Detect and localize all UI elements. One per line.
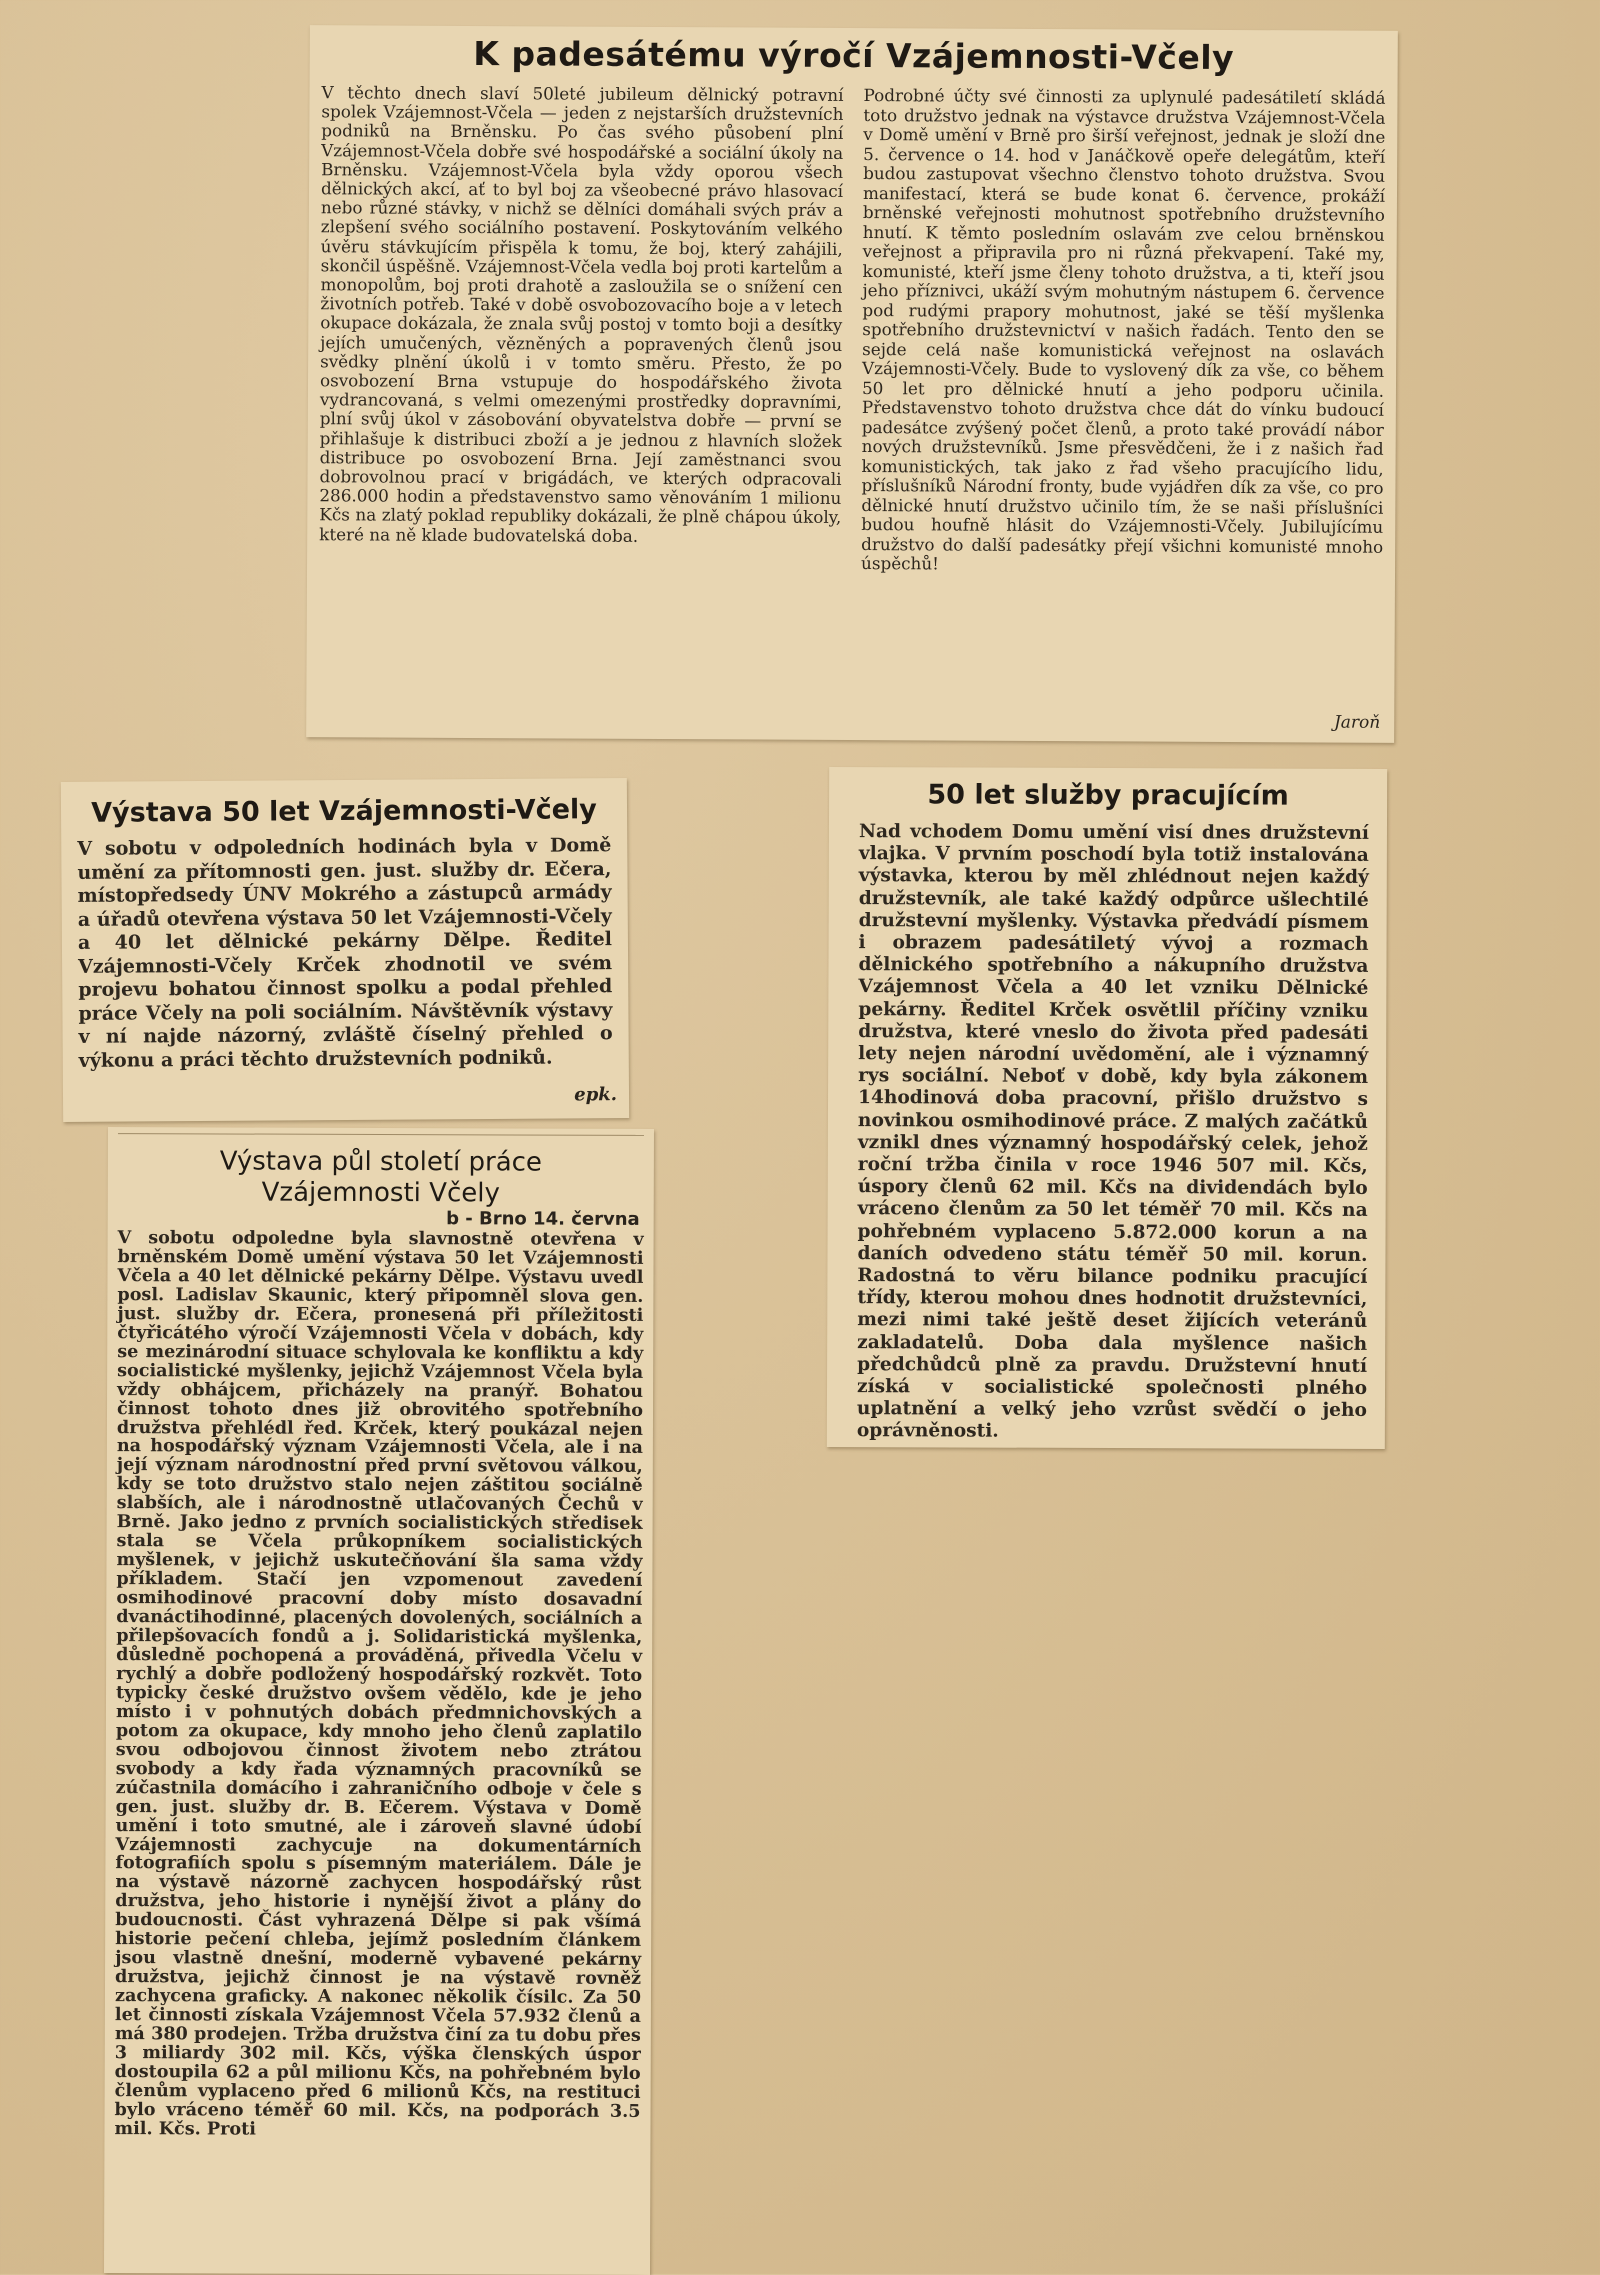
half-century-body: V sobotu odpoledne byla slavnostně otevřena v brněnském Domě umění výstava 50 let Vzájemnosti Včela a 40 let dělnické pekárny Dělpe. Výstavu uvedl posl. Ladislav Skaunic, který připomněl slova gen. just. služby dr. Ečera, pronesená při příležitosti čtyřicátého výročí Vzájemnosti Včela v dobách, kdy se mezinárodní situace schylovala ke konfliktu a kdy socialistické myšlenky, jejichž Vzájemnost Včela byla vždy obhájcem, přicházely na pranýř. Bohatou činnost tohoto dnes již obrovitého spotřebního družstva přehlédl řed. Krček, který poukázal nejen na hospodářský význam Vzájemnosti Včela, ale i na její význam národnostní před první světovou válkou, kdy se toto družstvo stalo nejen záštitou sociálně slabších, ale i národnostně utlačovaných Čechů v Brně. Jako jedno z prvních socialistických středisek stala se Včela průkopníkem socialistických myšlenek, v jejichž uskutečňování šla sama vždy příkladem. Stačí jen vzpomenout zavedení osmihodinové pracovní doby místo dosavadní dvanáctihodinné, placených dovolených, sociálních a přilepšovacích fondů a j. Solidaristická myšlenka, důsledně pochopená a prováděná, přivedla Včelu v rychlý a dobře podložený hospodářský rozkvět. Toto typicky české družstvo ovšem vědělo, kde je jeho místo i v pohnutých dobách předmnichovských a potom za okupace, kdy mnoho jeho členů zaplatilo svou odbojovou činnost životem nebo ztrátou svobody a kdy řada významných pracovníků se zúčastnila domácího i zahraničního odboje v čele s gen. just. služby dr. B. Ečerem. Výstava v Domě umění i toto smutné, ale i zároveň slavné údobí Vzájemnosti zachycuje na dokumentárních fotografiích spolu s písemným materiálem. Dále je na výstavě názorně zachycen hospodářský růst družstva, jeho historie i nynější život a plány do budoucnosti. Část vyhrazená Dělpe si pak všímá historie pečení chleba, jejímž posledním článkem jsou vlastně dnešní, moderně vybavené pekárny družstva, jejichž činnost je na výstavě rovněž zachycena graficky. A nakonec několik čísilc. Za 50 let činnosti získala Vzájemnost Včela 57.932 členů a má 380 prodejen. Tržba družstva činí za tu dobu přes 3 miliardy 302 mil. Kčs, výška členských úspor dostoupila 62 a půl milionu Kčs, na pohřebném bylo členům vyplaceno před 6 milionů Kčs, na restituci bylo vráceno téměř 60 mil. Kčs, na podporách 3.5 mil. Kčs. Proti (114, 1227, 644, 2140)
clipping-anniversary (306, 25, 1398, 743)
anniversary-column-2: Podrobné účty své činnosti za uplynulé padesátiletí skládá toto družstvo jednak na výstavce družstva Vzájemnost-Včela v Domě umění v Brně pro širší veřejnost, jednak je složí dne 5. července o 14. hod v Janáčkově opeře delegátům, kteří budou zastupovat všechno členstvo tohoto družstva. Svou manifestací, která se bude konat 6. července, prokáží brněnské veřejnosti mohutnost spotřebního družstevního hnutí. K těmto posledním oslavám zve celou brněnskou veřejnost a připravila pro ni různá překvapení. Také my, komunisté, kteří jsme členy tohoto družstva, a ti, kteří jsou jeho příznivci, ukáží svým mohutným nástupem 6. července pod rudými prapory mohutnost, jaké se těší myšlenka spotřebního družstevnictví v našich řadách. Tento den se sejde celá naše komunistická veřejnost na oslavách Vzájemnosti-Včely. Bude to vyslovený dík za vše, co během 50 let pro dělnické hnutí a jeho podporu učinila. Představenstvo tohoto družstva chce dát do vínku budoucí padesátce zvýšený počet členů, a proto také provádí nábor nových družstevníků. Jsme přesvědčeni, že i z našich řad komunistických, tak jako z řad všeho pracujícího lidu, příslušníků Národní fronty, bude vyjádřen dík za vše, co pro dělnické hnutí družstvo učinilo tím, že se naši příslušníci budou houfně hlásit do Vzájemnosti-Včely. Jubilujícímu družstvo do další padesátky přejí všichni komunisté mnoho úspěchů! (861, 85, 1386, 574)
headline-half-century: Výstava půl století práce Vzájemnosti Včely (219, 1146, 543, 1209)
headline-anniversary: K padesátému výročí Vzájemnosti-Včely (473, 34, 1235, 77)
exhibition-50-signature: epk. (574, 1084, 618, 1106)
clipping-half-century (104, 1127, 654, 2275)
exhibition-50-body: V sobotu v odpoledních hodinách byla v Domě umění za přítomnosti gen. just. služby dr. Ečera, místopředsedy ÚNV Mokrého a zástupců armády a úřadů otevřena výstava 50 let Vzájemnosti-Včely a 40 let dělnické pekárny Dělpe. Ředitel Vzájemnosti-Včely Krček zhodnotil ve svém projevu bohatou činnost spolku a podal přehled práce Včely na poli sociálním. Návštěvník výstavy v ní najde názorný, zvláště číselný přehled o výkonu a práci těchto družstevních podniků. (77, 834, 613, 1072)
headline-service: 50 let služby pracujícím (927, 779, 1289, 812)
headline-exhibition-50: Výstava 50 let Vzájemnosti-Včely (91, 794, 597, 829)
clipping-service (827, 767, 1387, 1449)
anniversary-column-1: V těchto dnech slaví 50leté jubileum dělnický potravní spolek Vzájemnost-Včela — jeden z nejstarších družstevních podniků na Brněnsku. Po čas svého působení plní Vzájemnost-Včela dobře své hospodářské a sociální úkoly na Brněnsku. Vzájemnost-Včela byla vždy oporou všech dělnických akcí, ať to byl boj za všeobecné právo hlasovací nebo různé stávky, v nichž se dělníci domáhali svých práv a zlepšení svého sociálního postavení. Poskytováním velkého úvěru stávkujícím přispěla k tomu, že boj, který zahájili, skončil úspěšně. Vzájemnost-Včela vedla boj proti kartelům a monopolům, boj proti drahotě a zasloužila se o snížení cen životních potřeb. Také v době osvobozovacího boje a v letech okupace dokázala, že znala svůj postoj v tomto boji a desítky jejích umučených, vězněných a popravených členů jsou svědky plnění úkolů i v tomto směru. Přesto, že po osvobození Brna vstupuje do hospodářského života vydrancovaná, s velmi omezenými prostředky dopravními, plní svůj úkol v zásobování obyvatelstva dobře — první se přihlašuje k distribuci zboží a je jednou z hlavních složek distribuce po osvobození Brna. Její zaměstnanci svou dobrovolnou prací v brigádách, ve kterých odpracovali 286.000 hodin a představenstvo samo věnováním 1 milionu Kčs na zlatý poklad republiky dokázali, že plně chápou úkoly, které na ně klade budovatelská doba. (319, 82, 844, 546)
half-century-dateline: b - Brno 14. června (446, 1208, 640, 1230)
clipping-exhibition-50 (61, 778, 629, 1122)
anniversary-signature: Jaroň (1333, 712, 1381, 733)
service-body: Nad vchodem Domu umění visí dnes družstevní vlajka. V prvním poschodí byla totiž instalována výstavka, kterou by měl zhlédnout nejen každý družstevník, ale také každý odpůrce ušlechtilé družstevní myšlenky. Výstavka předvádí písmem i obrazem padesátiletý vývoj a rozmach dělnického spotřebního a nákupního družstva Vzájemnost Včela a 40 let vzniku Dělnické pekárny. Ředitel Krček osvětlil příčiny vzniku družstva, které vneslo do života před padesáti lety nejen národní uvědomění, ale i významný rys sociální. Neboť v době, kdy byla zákonem 14hodinová doba pracovní, přišlo družstvo s novinkou osmihodinové práce. Z malých začátků vznikl dnes významný hospodářský celek, jehož roční tržba činila v roce 1946 507 mil. Kčs, úspory členů 62 mil. Kčs na dividendách bylo vráceno členům za 50 let téměř 70 mil. Kčs na pohřebném vyplaceno 5.872.000 korun a na daních odvedeno státu téměř 50 mil. korun. Radostná to věru bilance podniku pracující třídy, kterou mohou dnes hodnotit družstevníci, mezi nimi také ještě deset žijících veteránů zakladatelů. Doba dala myšlence našich předchůdců plně za pravdu. Družstevní hnutí získá v socialistické společnosti plného uplatnění a velký jeho vzrůst svědčí o jeho oprávněnosti. (856, 821, 1369, 1443)
